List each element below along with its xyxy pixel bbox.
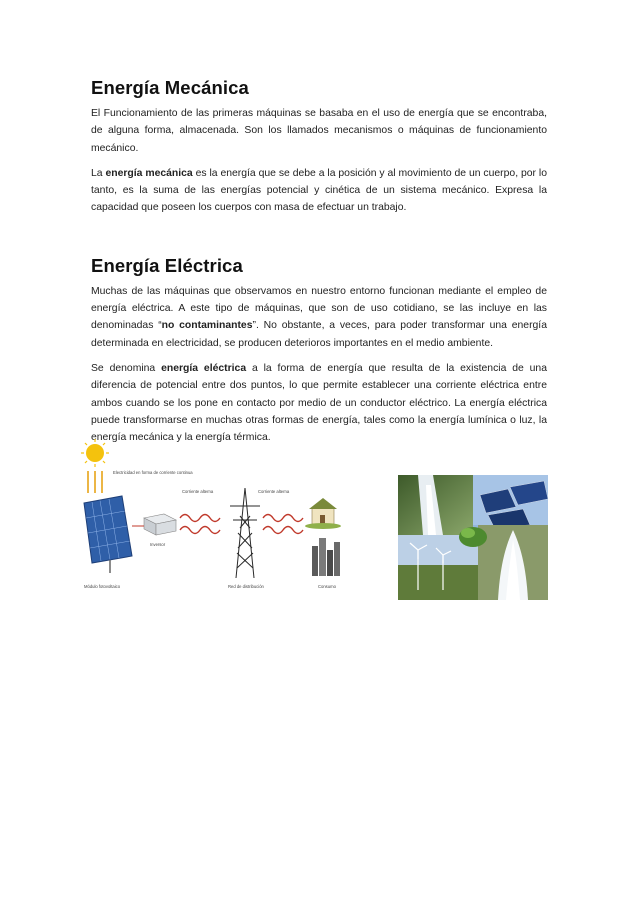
house-icon: [305, 498, 341, 529]
document-body: [91, 60, 547, 446]
power-tower-icon: [230, 488, 260, 578]
consumption-label: Consumo: [318, 584, 336, 589]
module-label: Módulo fotovoltaico: [84, 584, 121, 589]
paragraph-mecanica-2: [91, 165, 547, 217]
text-run: Muchas de las máquinas que observamos en nuestro entorno funcionan mediante el empleo de energía eléctrica. A este tipo de máquinas, que son de uso cotidiano, se las incluye en las denominadas “: [91, 285, 547, 332]
sunlight-arrows-icon: [88, 471, 102, 493]
inverter-label: Inversor: [150, 542, 166, 547]
bold-term: energía mecánica: [105, 167, 193, 179]
paragraph-mecanica-1: El Funcionamiento de las primeras máquinas se basaba en el uso de energía que se encontraba, de alguna forma, almacenada. Son los llamados mecanismos o máquinas de funcionamiento mecánico.: [91, 108, 547, 154]
geyser-photo: [478, 525, 548, 600]
city-buildings-icon: [312, 538, 340, 576]
text-run: es la energía que se debe a la posición y al movimiento de un cuerpo, por lo tanto, es la suma de las energías potencial y cinética de un sistema mecánico. Expresa la capacidad que poseen los cuerpos con masa de efectuar un trabajo.: [91, 167, 547, 214]
heading-energia-mecanica: Energía Mecánica: [91, 77, 249, 98]
ac-wave-icon: [180, 515, 220, 534]
ac-label-2: Corriente alterna: [258, 489, 290, 494]
ac-label-1: Corriente alterna: [182, 489, 214, 494]
waterfall-photo: [398, 475, 473, 535]
bold-term: no contaminantes: [161, 320, 253, 332]
heading-energia-electrica: Energía Eléctrica: [91, 254, 243, 276]
solar-farm-photo: [473, 475, 548, 527]
leaf-icon: [459, 527, 487, 547]
ac-wave-icon: [263, 515, 303, 534]
renewable-energy-collage: [398, 475, 548, 600]
bold-term: energía eléctrica: [161, 362, 247, 374]
solar-power-diagram: [80, 438, 345, 593]
text-run: a la forma de energía que resulta de la existencia de una diferencia de potencial entre dos puntos, lo que permite establecer una corriente eléctrica entre ambos cuando se los pone en contacto por medio de un conductor eléctrico. La energía eléctrica puede transformarse en muchas otras formas de energía, tales como la energía lumínica o luz, la energía mecánica y la energía térmica.: [91, 362, 547, 444]
sun-icon: [81, 439, 109, 467]
paragraph-electrica-1: [91, 283, 547, 352]
grid-label: Red de distribución: [228, 584, 264, 589]
inverter-icon: [144, 514, 176, 535]
text-run: ”. No obstante, a veces, para poder transformar una energía determinada en electricidad, se producen deterioros importantes en el medio ambiente.: [91, 320, 547, 349]
paragraph-electrica-2: [91, 360, 547, 446]
text-run: Se denomina: [91, 362, 162, 374]
figures: [80, 438, 550, 608]
solar-panel-icon: [84, 496, 132, 573]
dc-label: Electricidad en forma de corriente continua: [113, 470, 193, 475]
text-run: La: [91, 167, 106, 179]
